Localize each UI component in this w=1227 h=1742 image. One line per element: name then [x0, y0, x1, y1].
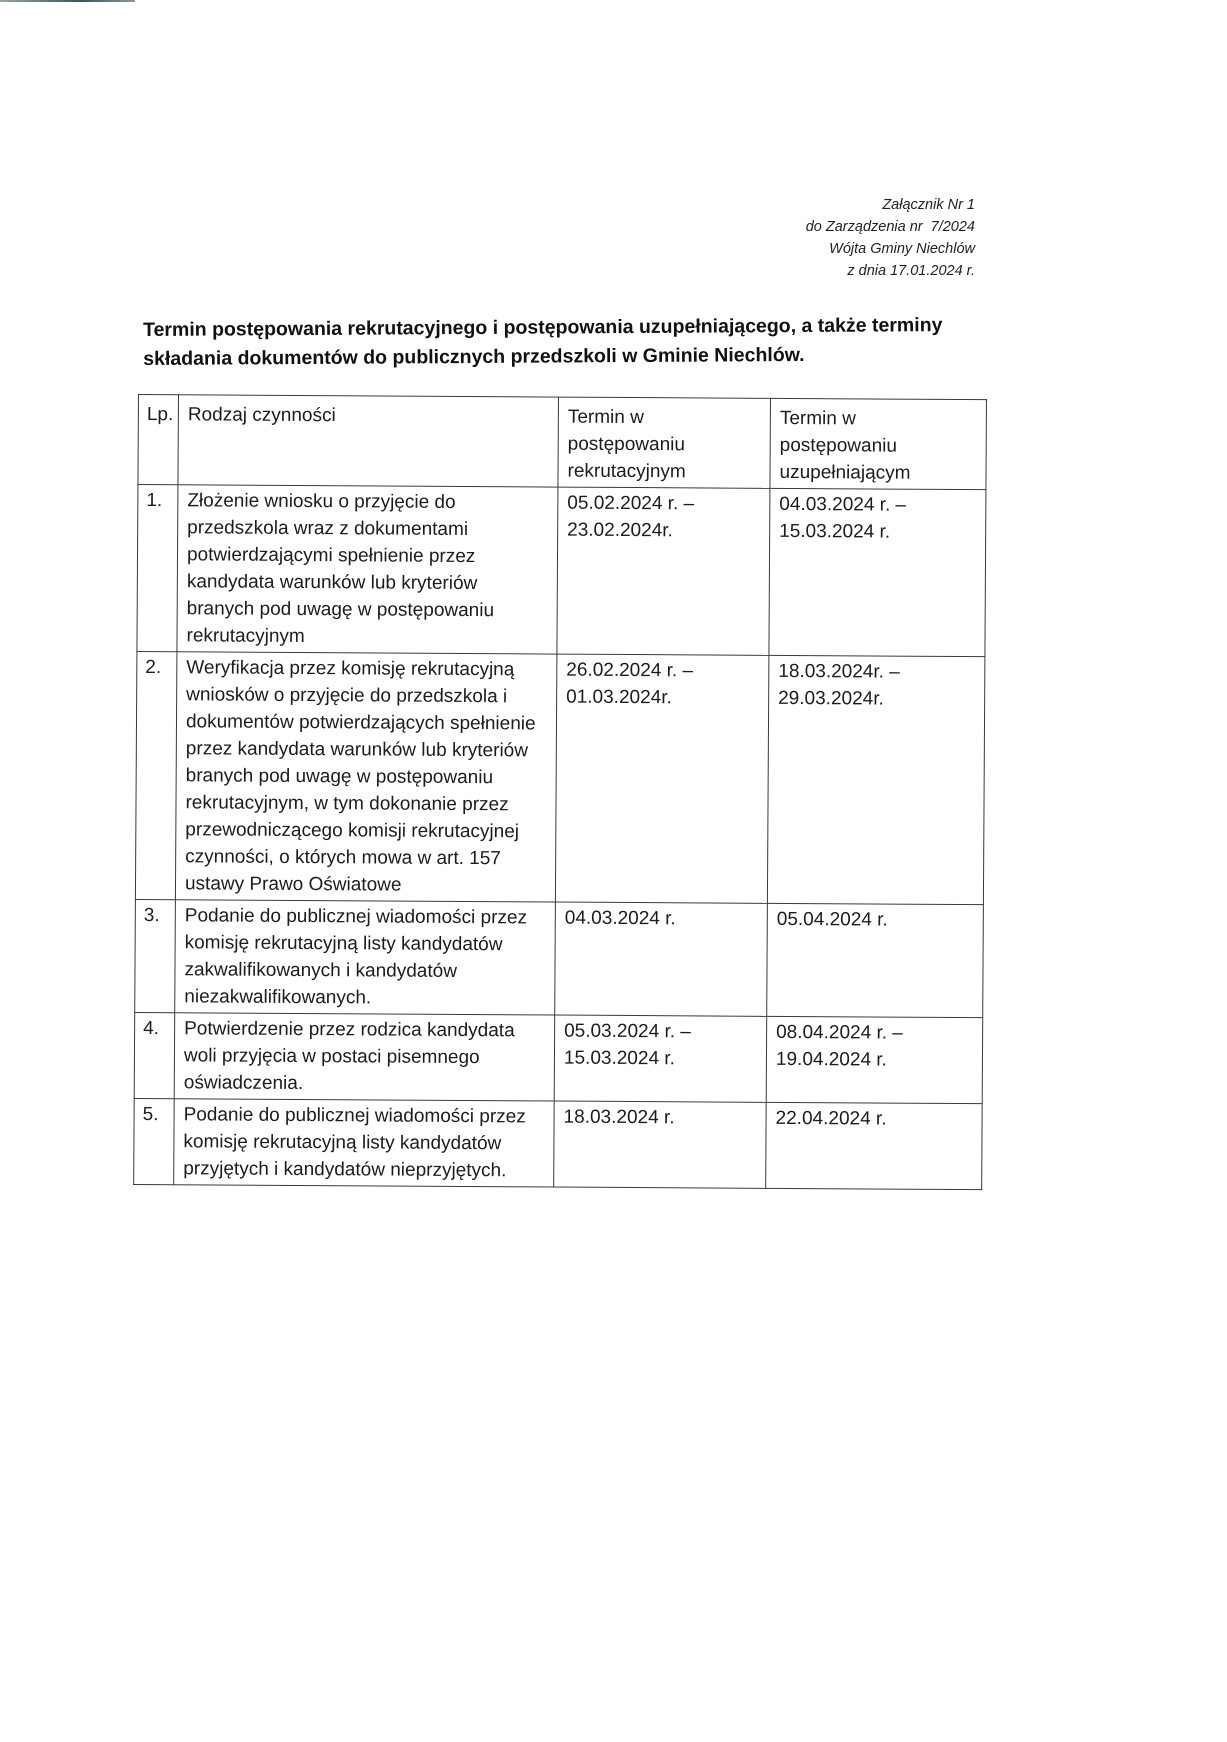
scan-artifact-line [0, 0, 135, 2]
table-row [135, 899, 984, 1017]
title-line-1: Termin postępowania rekrutacyjnego i postępowania uzupełniającego, a także terminy [143, 314, 943, 341]
row-recruitment-dates [554, 1015, 767, 1102]
header-recruitment: Termin w postępowaniu rekrutacyjnym [558, 397, 771, 488]
row-supplementary-dates [766, 1016, 983, 1103]
supplementary-to: 19.04.2024 r. [775, 1048, 887, 1071]
supplementary-to: 29.03.2024r. [778, 687, 884, 710]
header-supplementary: Termin w postępowaniu uzupełniającym [770, 398, 987, 489]
table-header-row [138, 395, 987, 490]
recruitment-to: 01.03.2024r. [566, 686, 672, 709]
title-line-2: składania dokumentów do publicznych przedszkoli w Gminie Niechlów. [143, 343, 805, 370]
row-supplementary-dates [766, 1102, 983, 1189]
supplementary-from: 18.03.2024r. – [778, 660, 900, 683]
table-row [135, 651, 984, 904]
row-lp: 5. [134, 1098, 175, 1184]
recruitment-date: 04.03.2024 r. [564, 907, 676, 930]
row-activity: Złożenie wniosku o przyjęcie do przedszkola wraz z dokumentami potwierdzającymi spełnienie przez kandydata warunków lub kryteriów branych pod uwagę w postępowaniu rekrutacyjnym [177, 485, 558, 654]
supplementary-date: 05.04.2024 r. [776, 908, 888, 931]
recruitment-to: 15.03.2024 r. [563, 1047, 675, 1070]
row-supplementary-dates [767, 903, 984, 1017]
row-activity: Weryfikacja przez komisję rekrutacyjną wniosków o przyjęcie do przedszkola i dokumentów potwierdzających spełnienie przez kandydata warunków lub kryteriów branych pod uwagę w postępowaniu rekrutacyjnym, w tym dokonanie przez przewodniczącego komisji rekrutacyjnej czynności, o których mowa w art. 157 ustawy Prawo Oświatowe [175, 652, 557, 902]
supplementary-from: 08.04.2024 r. – [776, 1021, 903, 1044]
header-activity: Rodzaj czynności [178, 395, 559, 487]
recruitment-from: 05.03.2024 r. – [564, 1020, 691, 1043]
row-supplementary-dates [767, 655, 985, 904]
row-lp: 2. [135, 651, 177, 899]
row-recruitment-dates [555, 902, 768, 1016]
recruitment-date: 18.03.2024 r. [563, 1106, 675, 1129]
table-row [134, 1012, 983, 1103]
recruitment-from: 05.02.2024 r. – [567, 492, 695, 515]
row-lp: 3. [135, 899, 176, 1012]
supplementary-date: 22.04.2024 r. [775, 1107, 887, 1130]
supplementary-to: 15.03.2024 r. [779, 520, 891, 543]
row-recruitment-dates [557, 487, 770, 655]
recruitment-from: 26.02.2024 r. – [566, 659, 694, 682]
row-activity: Podanie do publicznej wiadomości przez komisję rekrutacyjną listy kandydatów przyjętych i kandydatów nieprzyjętych. [174, 1099, 555, 1187]
row-recruitment-dates [554, 1101, 767, 1188]
attachment-note [806, 194, 975, 282]
schedule-table [133, 394, 987, 1190]
header-lp: Lp. [138, 395, 179, 485]
schedule-table-wrapper [133, 394, 988, 1190]
table-row [137, 485, 986, 657]
supplementary-from: 04.03.2024 r. – [779, 493, 907, 516]
row-activity: Podanie do publicznej wiadomości przez komisję rekrutacyjną listy kandydatów zakwalifikowanych i kandydatów niezakwalifikowanych. [175, 900, 556, 1015]
attachment-line-1: Załącznik Nr 1 [882, 197, 975, 213]
row-lp: 1. [137, 485, 178, 652]
attachment-line-3: Wójta Gminy Niechlów [829, 241, 975, 257]
recruitment-to: 23.02.2024r. [567, 519, 673, 542]
table-row [134, 1098, 983, 1189]
row-lp: 4. [134, 1012, 175, 1098]
attachment-line-4: z dnia 17.01.2024 r. [847, 263, 975, 279]
row-recruitment-dates [555, 654, 769, 903]
document-title [143, 310, 1103, 374]
row-activity: Potwierdzenie przez rodzica kandydata woli przyjęcia w postaci pisemnego oświadczenia. [174, 1013, 555, 1101]
row-supplementary-dates [769, 488, 986, 656]
attachment-line-2: do Zarządzenia nr 7/2024 [805, 219, 975, 235]
